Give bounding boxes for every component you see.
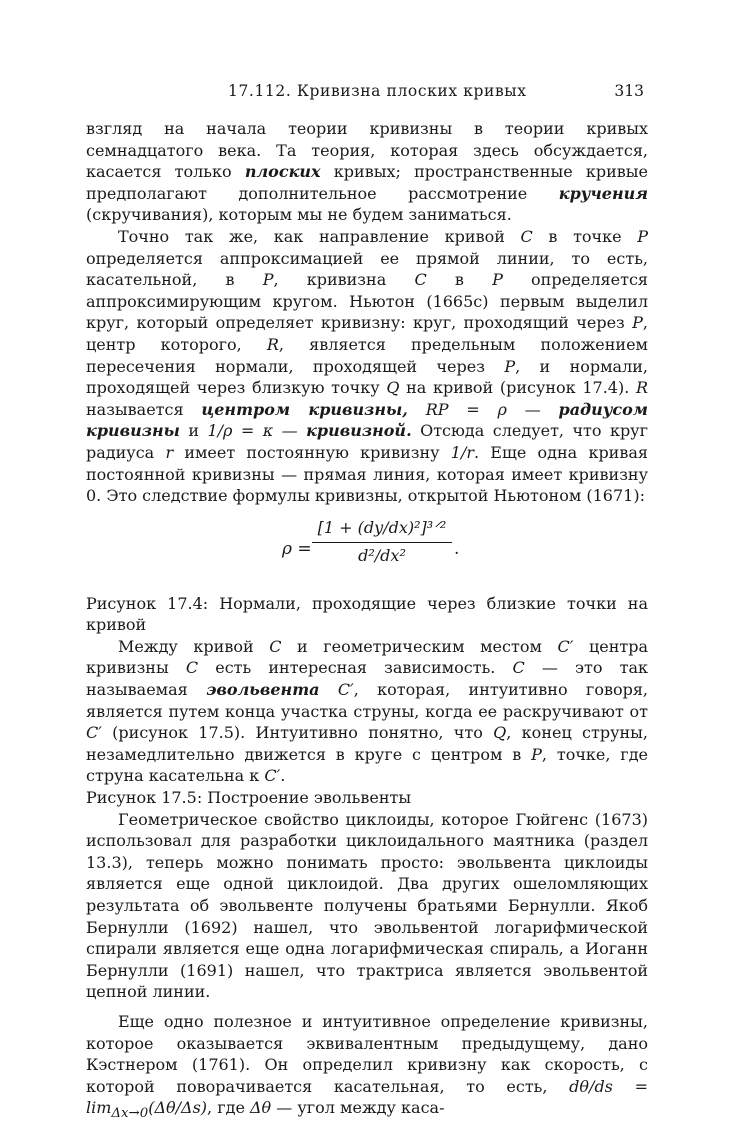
- emphasis: радиусом кривизны: [86, 399, 649, 441]
- text-run: — угол между каса-: [271, 1098, 445, 1118]
- paragraph-2: [86, 226, 648, 507]
- text-run: .: [280, 766, 286, 786]
- text-run: (рисунок 17.5). Интуитивно понятно, что: [101, 723, 494, 743]
- math-var: C: [520, 226, 533, 246]
- figure-caption-17-5: Рисунок 17.5: Построение эвольвенты: [86, 788, 412, 808]
- math-var: P: [632, 313, 643, 333]
- math-var: C: [414, 270, 427, 290]
- text-run: , является предельным положением пересечения нормали, проходящей через: [86, 334, 648, 376]
- formula-denominator: d²/dx²: [358, 546, 406, 566]
- paragraph-5: [86, 1011, 648, 1125]
- text-run: , где: [207, 1098, 250, 1118]
- math-expr: 1/ρ = κ —: [207, 421, 298, 441]
- emphasis: кручения: [558, 183, 648, 203]
- text-run: кривых; пространственные кривые предполагают дополнительное рассмотрение: [86, 162, 649, 203]
- text-run: имеет постоянную кривизну: [173, 442, 451, 462]
- text-run: и: [179, 421, 208, 441]
- text-run: [408, 400, 426, 419]
- text-run: Точно так же, как направление кривой: [118, 226, 521, 246]
- text-run: , точке, где струна касательна к: [86, 744, 649, 786]
- text-run: определяется аппроксимацией ее прямой линии, то есть, касательной, в: [86, 248, 648, 290]
- paragraph-3: [86, 636, 648, 787]
- formula-lhs: ρ =: [282, 538, 312, 559]
- text-run: центра кривизны: [86, 636, 649, 678]
- math-var: C′: [264, 766, 281, 786]
- text-run: — это так называемая: [86, 658, 648, 700]
- text-run: , центр которого,: [86, 313, 648, 354]
- text-run: в: [426, 270, 493, 290]
- text-run: [298, 421, 306, 440]
- math-var: R: [266, 334, 279, 354]
- math-var: r: [165, 442, 174, 462]
- text-run: называется: [86, 399, 202, 419]
- text-run: [541, 400, 559, 419]
- page-number: 313: [614, 82, 644, 100]
- math-var: R: [635, 378, 649, 398]
- emphasis: кривизной.: [306, 421, 412, 441]
- text-run: Между кривой: [118, 636, 270, 656]
- text-run: в точке: [532, 226, 638, 246]
- text-run: [320, 680, 338, 699]
- text-run: определяется аппроксимирующим кругом. Ньютон (1665с) первым выделил круг, который определяет кривизну: круг, проходящий через: [86, 270, 649, 333]
- text-run: Отсюда следует, что круг радиуса: [86, 421, 648, 462]
- text-run: (скручивания), которым мы не будем заниматься.: [86, 205, 512, 225]
- text-run: . Еще одна кривая постоянной кривизны — прямая линия, которая имеет кривизну 0. Это следствие формулы кривизны, открытой Ньютоном (1671):: [86, 442, 648, 506]
- text-run: и геометрическим местом: [281, 636, 558, 656]
- emphasis: эвольвента: [206, 680, 320, 700]
- math-expr: 1/r: [450, 442, 474, 462]
- emphasis: центром кривизны,: [201, 399, 408, 419]
- chapter-title: 17.112. Кривизна плоских кривых: [228, 82, 527, 100]
- curvature-formula: [86, 511, 648, 589]
- math-var: P: [492, 270, 503, 290]
- text-run: взгляд на начала теории кривизны в теории кривых семнадцатого века. Та теория, которая здесь обсуждается, касается только: [86, 119, 648, 182]
- math-var: Q: [386, 378, 400, 398]
- math-var: P: [262, 270, 274, 290]
- text-run: на кривой (рисунок 17.4).: [399, 378, 636, 398]
- paragraph-4: Геометрическое свойство циклоиды, которое Гюйгенс (1673) использовал для разработки циклоидального маятника (раздел 13.3), теперь можно понимать просто: эвольвента циклоиды является еще одной циклоидой. Два других ошеломляющих результата об эвольвенте получены братьями Бернулли. Якоб Бернулли (1692) нашел, что эвольвентой логарифмической спирали является еще одна логарифмическая спираль, а Иоганн Бернулли (1691) нашел, что трактриса является эвольвентой цепной линии.: [86, 809, 648, 1002]
- text-run: , которая, интуитивно говоря, является путем конца участка струны, когда ее раскручивают от: [86, 680, 649, 721]
- math-var: C′: [337, 680, 354, 700]
- math-var: P: [531, 744, 542, 764]
- formula-numerator: [1 + (dy/dx)²]³ᐟ²: [312, 517, 452, 544]
- math-var: P: [504, 356, 516, 376]
- page-body: [86, 118, 648, 1125]
- math-var: Δθ: [250, 1098, 272, 1118]
- math-var: P: [637, 226, 649, 246]
- math-var: C′: [86, 723, 102, 743]
- text-run: , конец струны, незамедлительно движется в круге с центром в: [86, 723, 648, 764]
- figure-caption-17-4: Рисунок 17.4: Нормали, проходящие через близкие точки на кривой: [86, 593, 648, 635]
- running-header: [86, 82, 646, 106]
- math-expr: RP = ρ —: [425, 399, 541, 419]
- text-run: есть интересная зависимость.: [198, 658, 513, 678]
- paragraph-1: [86, 118, 648, 226]
- math-var: C: [512, 658, 525, 678]
- math-subscript: Δx→0: [111, 1106, 149, 1122]
- formula-end: .: [454, 538, 460, 559]
- text-run: Еще одно полезное и интуитивное определение кривизны, которое оказывается эквивалентным предыдущему, дано Кэстнером (1761). Он определил кривизну как скорость, с которой поворачивается касательная, то есть,: [86, 1011, 648, 1096]
- math-var: C′: [557, 636, 574, 656]
- formula-fraction: [312, 517, 452, 567]
- math-expr: dθ/ds = lim: [86, 1076, 648, 1118]
- math-var: C: [185, 658, 199, 678]
- math-expr: (Δθ/Δs): [148, 1098, 208, 1118]
- text-run: , кривизна: [273, 270, 415, 290]
- math-var: C: [269, 636, 282, 656]
- math-var: Q: [493, 723, 507, 743]
- text-run: , и нормали, проходящей через близкую точку: [86, 356, 649, 398]
- emphasis: плоских: [244, 162, 321, 182]
